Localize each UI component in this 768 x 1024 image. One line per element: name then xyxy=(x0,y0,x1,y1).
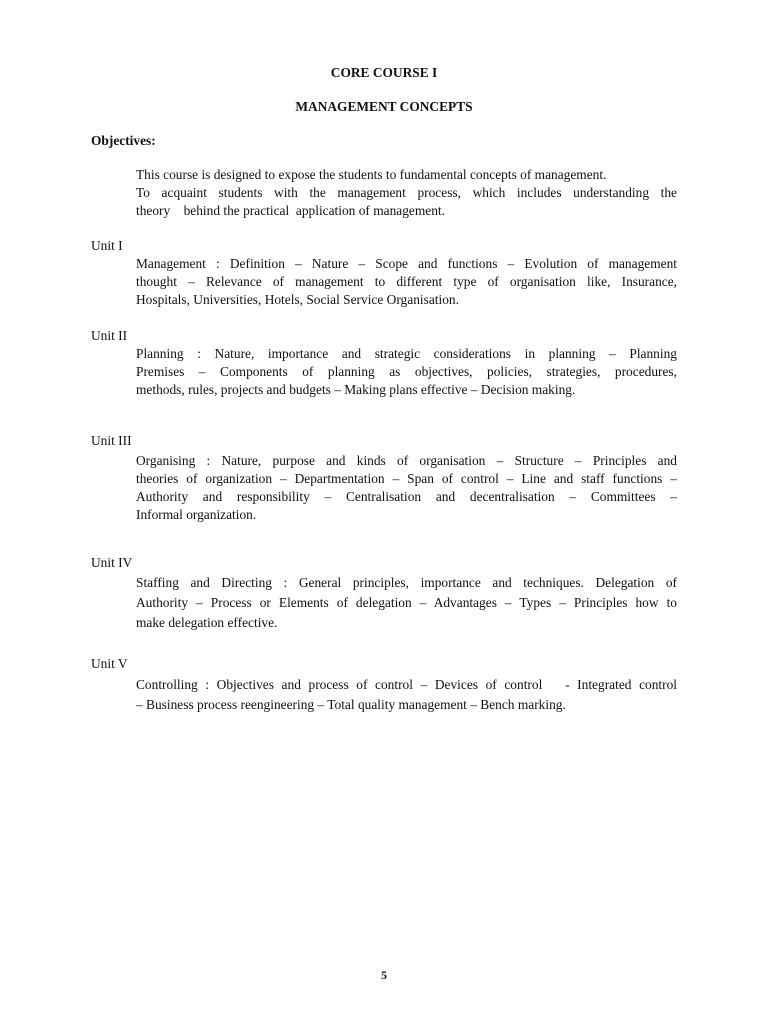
unit-5-line: Controlling : Objectives and process of control – Devices of control - Integrated control xyxy=(136,677,677,692)
unit-3-line: Authority and responsibility – Centralisation and decentralisation – Committees – xyxy=(136,489,677,504)
unit-1-line: Management : Definition – Nature – Scope and functions – Evolution of management xyxy=(136,256,677,271)
unit-5-content xyxy=(136,675,677,715)
unit-1-line: thought – Relevance of management to different type of organisation like, Insurance, xyxy=(136,274,677,289)
unit-3-line: Informal organization. xyxy=(136,507,257,522)
unit-2-label: Unit II xyxy=(91,328,128,343)
unit-1-line: Hospitals, Universities, Hotels, Social Service Organisation. xyxy=(136,292,459,307)
unit-3-line: theories of organization – Departmentation – Span of control – Line and staff functions – xyxy=(136,471,677,486)
unit-4-label: Unit IV xyxy=(91,555,133,570)
unit-4-content xyxy=(136,573,677,633)
unit-2-line: Planning : Nature, importance and strategic considerations in planning – Planning xyxy=(136,346,677,361)
objectives-line-1: This course is designed to expose the students to fundamental concepts of management. xyxy=(136,167,607,182)
unit-5-line: – Business process reengineering – Total quality management – Bench marking. xyxy=(136,697,566,712)
unit-2-line: methods, rules, projects and budgets – Making plans effective – Decision making. xyxy=(136,382,576,397)
unit-2-line: Premises – Components of planning as objectives, policies, strategies, procedures, xyxy=(136,364,677,379)
unit-3-content xyxy=(136,452,677,524)
objectives-paragraph xyxy=(136,166,677,220)
unit-4-line: make delegation effective. xyxy=(136,615,278,630)
unit-4-line: Staffing and Directing : General principles, importance and techniques. Delegation of xyxy=(136,575,677,590)
objectives-line-3: theory behind the practical application of management. xyxy=(136,203,445,218)
unit-1-label: Unit I xyxy=(91,238,123,253)
unit-3-line: Organising : Nature, purpose and kinds of organisation – Structure – Principles and xyxy=(136,453,677,468)
objectives-heading: Objectives: xyxy=(91,133,156,148)
unit-1-content xyxy=(136,255,677,309)
course-label: CORE COURSE I xyxy=(330,65,438,80)
unit-3-label: Unit III xyxy=(91,433,132,448)
page-title: MANAGEMENT CONCEPTS xyxy=(295,99,473,114)
unit-4-line: Authority – Process or Elements of delegation – Advantages – Types – Principles how to xyxy=(136,595,677,610)
page-number: 5 xyxy=(381,968,387,982)
unit-2-content xyxy=(136,345,677,399)
objectives-line-2: To acquaint students with the management process, which includes understanding the xyxy=(136,185,677,200)
unit-5-label: Unit V xyxy=(91,656,128,671)
